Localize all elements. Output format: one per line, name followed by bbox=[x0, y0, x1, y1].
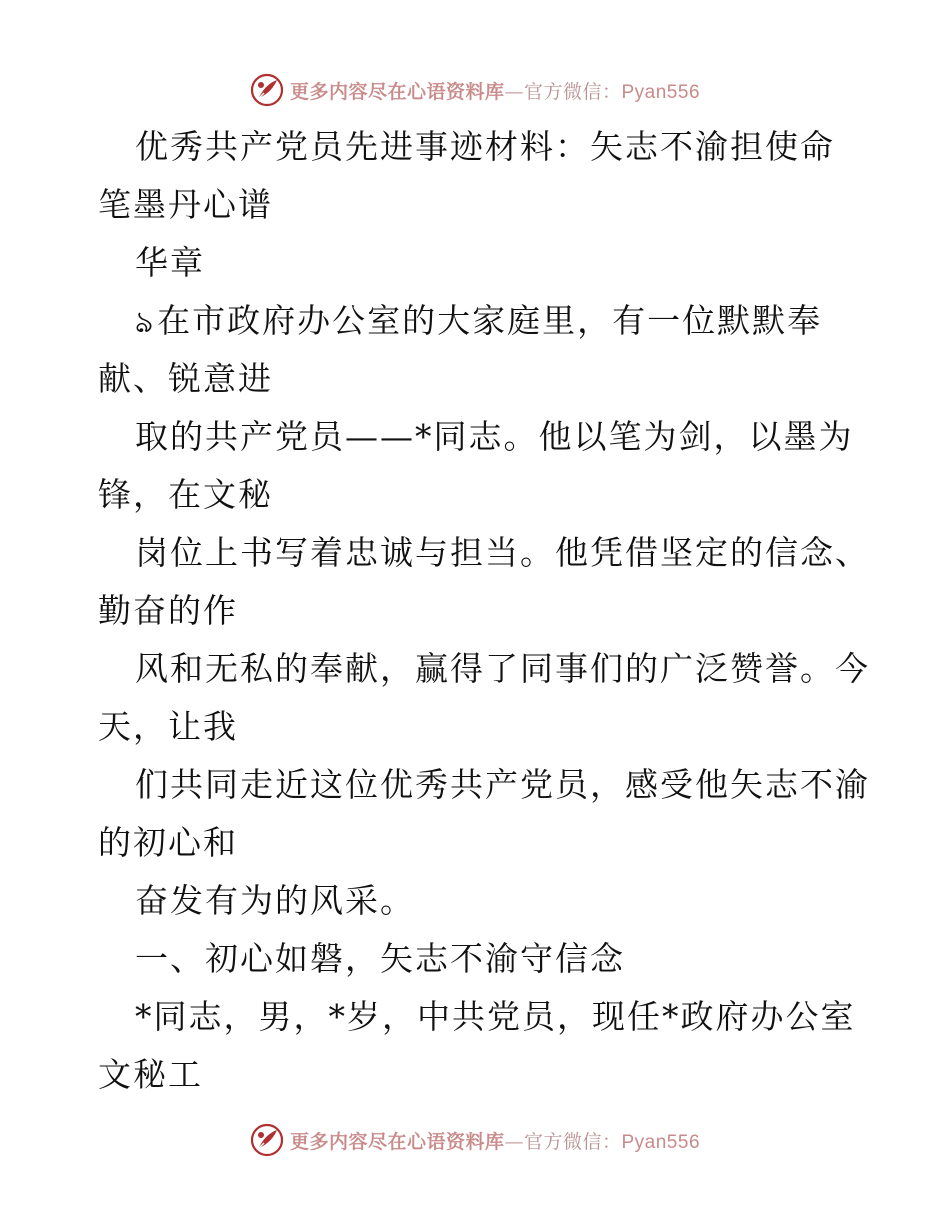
paragraph-line-text: 在市政府办公室的大家庭里，有一位默默奉 bbox=[157, 301, 823, 340]
flourish-ornament-icon: ঌ bbox=[135, 305, 156, 340]
paragraph-line: 的初心和 bbox=[98, 823, 238, 862]
title-line-3: 华章 bbox=[135, 243, 205, 282]
watermark-text bbox=[290, 77, 700, 104]
watermark-main-text: 更多内容尽在心语资料库 bbox=[289, 1130, 505, 1153]
paragraph-line: 们共同走近这位优秀共产党员，感受他矢志不渝 bbox=[135, 765, 870, 804]
paragraph-line: 岗位上书写着忠诚与担当。他凭借坚定的信念、 bbox=[135, 533, 870, 572]
section-heading: 一、初心如磐，矢志不渝守信念 bbox=[135, 939, 625, 978]
watermark-wechat-id: Pyan556 bbox=[621, 1131, 701, 1153]
watermark-wechat-label: 官方微信： bbox=[523, 80, 622, 103]
watermark-main-text: 更多内容尽在心语资料库 bbox=[289, 80, 505, 103]
paragraph-line: 取的共产党员——*同志。他以笔为剑，以墨为 bbox=[135, 417, 854, 456]
paragraph-line: *同志，男，*岁，中共党员，现任*政府办公室 bbox=[135, 997, 856, 1036]
watermark-wechat-label: 官方微信： bbox=[523, 1130, 622, 1153]
document-body bbox=[98, 118, 870, 1104]
paragraph-line: 风和无私的奉献，赢得了同事们的广泛赞誉。今 bbox=[135, 649, 870, 688]
paragraph-line: 勤奋的作 bbox=[98, 591, 238, 630]
feather-pen-logo-icon bbox=[250, 73, 284, 107]
watermark-separator: — bbox=[504, 80, 524, 103]
watermark-separator: — bbox=[504, 1130, 524, 1153]
paragraph-line: 奋发有为的风采。 bbox=[135, 881, 415, 920]
paragraph-line: 锋，在文秘 bbox=[98, 475, 273, 514]
header-watermark bbox=[0, 70, 950, 110]
title-line-1: 优秀共产党员先进事迹材料：矢志不渝担使命 bbox=[135, 127, 835, 166]
footer-watermark bbox=[0, 1120, 950, 1160]
watermark-wechat-id: Pyan556 bbox=[621, 81, 701, 103]
paragraph-line: 天，让我 bbox=[98, 707, 238, 746]
paragraph-line: 献、锐意进 bbox=[98, 359, 273, 398]
title-line-2: 笔墨丹心谱 bbox=[98, 185, 273, 224]
paragraph-line: 文秘工 bbox=[98, 1055, 203, 1094]
watermark-text bbox=[290, 1127, 700, 1154]
paragraph-line bbox=[98, 292, 858, 350]
feather-pen-logo-icon bbox=[250, 1123, 284, 1157]
